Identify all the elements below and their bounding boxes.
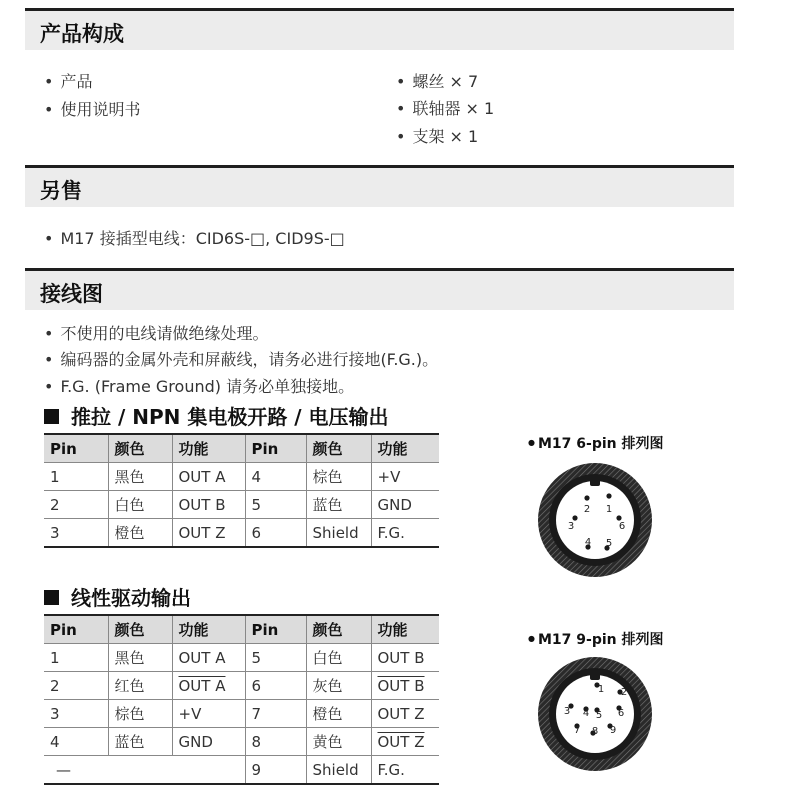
table-row — [44, 491, 439, 519]
cell: 红色 — [108, 672, 172, 700]
cell — [371, 728, 439, 756]
cell: 白色 — [306, 644, 371, 672]
cell: 4 — [44, 728, 108, 756]
table2-heading-text: 线性驱动输出 — [71, 586, 191, 610]
cell: +V — [172, 700, 245, 728]
table1-heading — [44, 401, 389, 430]
cell: OUT Z — [371, 700, 439, 728]
pin-label: 3 — [567, 521, 575, 532]
cell-text-inverted: OUT A — [178, 676, 226, 695]
cell: 黑色 — [108, 644, 172, 672]
cell: 灰色 — [306, 672, 371, 700]
table-row — [44, 519, 439, 548]
pin-label: 2 — [620, 687, 628, 698]
table2-heading — [44, 582, 191, 611]
cell: OUT A — [172, 463, 245, 491]
list-item: • 螺丝 × 7 — [396, 69, 478, 92]
cell: OUT A — [172, 644, 245, 672]
cell: 6 — [245, 519, 306, 548]
table-row — [44, 672, 439, 700]
list-item: • 联轴器 × 1 — [396, 96, 494, 119]
table-row — [44, 756, 439, 785]
table-row — [44, 700, 439, 728]
cell-text-inverted: OUT Z — [377, 732, 425, 751]
cell: 1 — [44, 644, 108, 672]
list-item: • 使用说明书 — [44, 97, 140, 120]
cell: 1 — [44, 463, 108, 491]
table-row — [44, 644, 439, 672]
square-bullet-icon — [44, 409, 59, 424]
col-color: 颜色 — [306, 615, 371, 644]
cell: 蓝色 — [108, 728, 172, 756]
col-pin: Pin — [245, 615, 306, 644]
diagram-9pin-caption: ● M17 9-pin 排列图 — [528, 629, 664, 649]
cell: 橙色 — [306, 700, 371, 728]
cell: 黑色 — [108, 463, 172, 491]
connector-face — [556, 481, 634, 559]
cell: OUT Z — [172, 519, 245, 548]
cell: 蓝色 — [306, 491, 371, 519]
pin-label: 1 — [597, 684, 605, 695]
pin-label: 5 — [595, 710, 603, 721]
pin-label: 1 — [605, 504, 613, 515]
note-item: • 编码器的金属外壳和屏蔽线，请务必进行接地(F.G.)。 — [44, 347, 438, 370]
cell: 2 — [44, 672, 108, 700]
col-pin: Pin — [44, 615, 108, 644]
section-title: 产品构成 — [40, 22, 124, 46]
col-function: 功能 — [172, 434, 245, 463]
m17-6pin-connector-diagram — [537, 462, 653, 578]
m17-9pin-connector-diagram — [537, 656, 653, 772]
pin-label: 3 — [563, 706, 571, 717]
key-notch — [590, 671, 600, 680]
table-row — [44, 728, 439, 756]
cell: 黄色 — [306, 728, 371, 756]
col-pin: Pin — [44, 434, 108, 463]
cell: F.G. — [371, 756, 439, 785]
pin-label: 4 — [582, 708, 590, 719]
pin-label: 5 — [605, 538, 613, 549]
cell: 9 — [245, 756, 306, 785]
section-title: 接线图 — [40, 282, 103, 306]
note-item: • 不使用的电线请做绝缘处理。 — [44, 321, 268, 344]
cell — [371, 672, 439, 700]
cell: Shield — [306, 756, 371, 785]
cell: 棕色 — [108, 700, 172, 728]
pin-label: 6 — [618, 521, 626, 532]
pin-label: 6 — [617, 708, 625, 719]
table-header-row — [44, 434, 439, 463]
table-row — [44, 463, 439, 491]
cell: Shield — [306, 519, 371, 548]
section-header-composition — [25, 8, 734, 50]
square-bullet-icon — [44, 590, 59, 605]
cell: 6 — [245, 672, 306, 700]
cell: F.G. — [371, 519, 439, 548]
note-item: • F.G. (Frame Ground) 请务必单独接地。 — [44, 374, 354, 397]
list-item: • 产品 — [44, 69, 92, 92]
cell: 4 — [245, 463, 306, 491]
list-item: • 支架 × 1 — [396, 124, 478, 147]
col-function: 功能 — [371, 434, 439, 463]
cell: 橙色 — [108, 519, 172, 548]
cell: 5 — [245, 491, 306, 519]
col-pin: Pin — [245, 434, 306, 463]
cell: +V — [371, 463, 439, 491]
cell-empty: — — [44, 756, 245, 785]
cell: 3 — [44, 519, 108, 548]
diagram-6pin-caption: ● M17 6-pin 排列图 — [528, 433, 664, 453]
cell: GND — [172, 728, 245, 756]
pin-dot — [572, 515, 577, 520]
cell — [172, 672, 245, 700]
col-color: 颜色 — [306, 434, 371, 463]
section-header-sold-separately — [25, 165, 734, 207]
pin-table-push-pull — [44, 433, 439, 548]
cell: OUT B — [371, 644, 439, 672]
cell: GND — [371, 491, 439, 519]
cell: 2 — [44, 491, 108, 519]
col-function: 功能 — [371, 615, 439, 644]
cell: 3 — [44, 700, 108, 728]
col-function: 功能 — [172, 615, 245, 644]
col-color: 颜色 — [108, 615, 172, 644]
table1-heading-text: 推拉 / NPN 集电极开路 / 电压输出 — [71, 405, 389, 429]
pin-label: 9 — [609, 725, 617, 736]
cell: 5 — [245, 644, 306, 672]
cell: 8 — [245, 728, 306, 756]
pin-dot — [616, 515, 621, 520]
pin-label: 4 — [584, 537, 592, 548]
pin-table-line-driver — [44, 614, 439, 785]
col-color: 颜色 — [108, 434, 172, 463]
table-header-row — [44, 615, 439, 644]
pin-dot — [606, 493, 611, 498]
section-header-wiring — [25, 268, 734, 310]
key-notch — [590, 477, 600, 486]
pin-label: 7 — [573, 725, 581, 736]
cell: 白色 — [108, 491, 172, 519]
pin-label: 2 — [583, 504, 591, 515]
section-title: 另售 — [40, 179, 82, 203]
cell: OUT B — [172, 491, 245, 519]
pin-label: 8 — [591, 726, 599, 737]
pin-dot — [584, 495, 589, 500]
cell: 7 — [245, 700, 306, 728]
list-item: • M17 接插型电线：CID6S-□, CID9S-□ — [44, 226, 345, 249]
cell: 棕色 — [306, 463, 371, 491]
cell-text-inverted: OUT B — [377, 676, 425, 695]
